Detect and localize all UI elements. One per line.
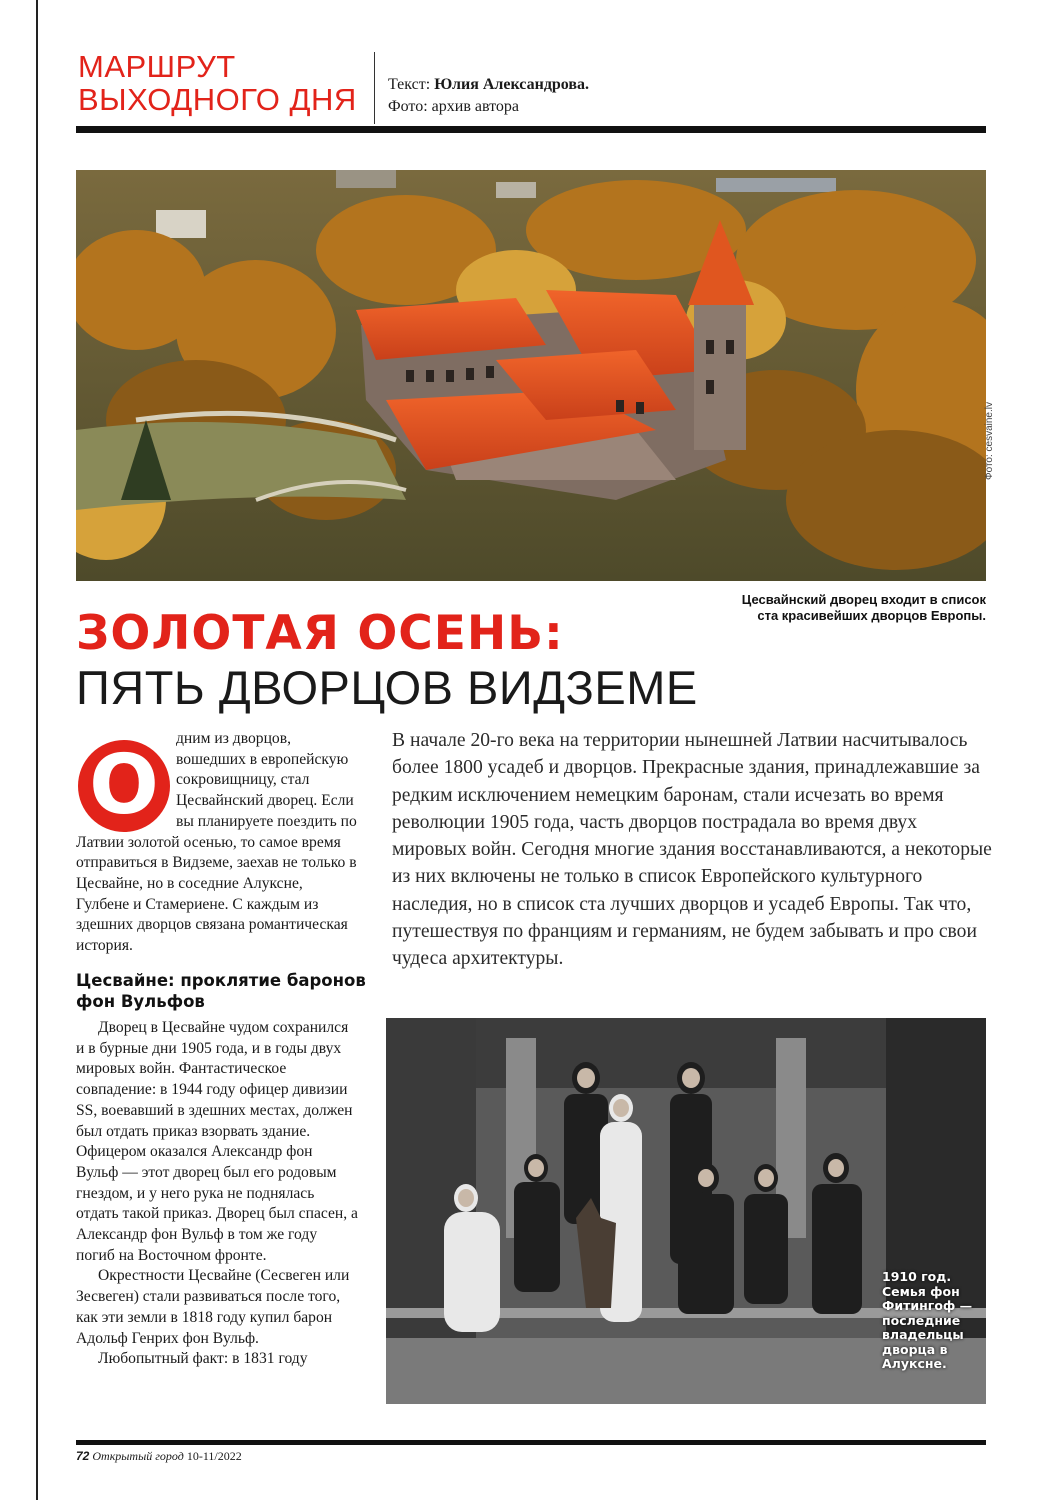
dropcap [78, 740, 170, 832]
headline-red: ЗОЛОТАЯ ОСЕНЬ: [76, 606, 564, 661]
lead-text: дним из дворцов, вошедших в европейскую сокровищницу, стал Цесвайнский дворец. Если вы планируете поездить по Латвии золотой осенью, то самое время отправиться в Видземе, заехав не только в Цесвайне, но в соседние Алуксне, Гулбене и Стамериене. С каждым из здешних дворцов связана романтическая история. [76, 730, 357, 955]
author-name: Юлия Александрова. [434, 76, 590, 93]
dropcap-letter: О [89, 738, 159, 833]
body-paragraph: Дворец в Цесвайне чудом сохранился и в бурные дни 1905 года, и в годы двух мировых войн. Фантастическое совпадение: в 1944 году офицер дивизии SS, воевавший в здешних местах, должен был отдать приказ взорвать здание. Офицером оказался Александр фон Вульф — этот дворец был его родовым гнездом, и у него рука не поднялась отдать такой приказ. Дворец был спасен, а Александр фон Вульф в том же году погиб на Восточном фронте. [76, 1019, 358, 1264]
page-number: 72 [76, 1449, 90, 1463]
photo-credit-vertical: Фото: cesvaine.lv [984, 402, 995, 480]
body-paragraph: Окрестности Цесвайне (Сесвеген или Зесвеген) стали развиваться после того, как эти земли в 1818 году купил барон Адольф Генрих фон Вульф. [76, 1267, 350, 1347]
intro-paragraph: В начале 20-го века на территории нынешней Латвии насчитывалось более 1800 усадеб и дворцов. Прекрасные здания, принадлежавшие за редким исключением немецким баронам, стали исчезать во время революции 1905 года, часть дворцов пострадала во время двух мировых войн. Сегодня многие здания восстанавливаются, а некоторые из них включены не только в список Европейского культурного наследия, но в список ста лучших дворцов и усадеб Европы. Так что, путешествуя по франциям и германиям, не будем забывать и про свои чудеса архитектуры. [392, 730, 992, 970]
castle-photo [76, 170, 986, 581]
family-photo-caption: 1910 год. Семья фон Фитингоф — последние владельцы дворца в Алуксне. [882, 1269, 973, 1371]
bottom-rule [76, 1440, 986, 1445]
page-footer [76, 1449, 242, 1464]
magazine-name: Открытый город [92, 1449, 184, 1463]
section-title [78, 50, 368, 116]
photo-credit-line: Фото: архив автора [388, 98, 520, 115]
section-body [76, 1018, 358, 1370]
body-paragraph: Любопытный факт: в 1831 году [98, 1350, 308, 1368]
section-title-line1: МАРШРУТ [78, 49, 236, 84]
text-label: Текст: [388, 76, 435, 93]
top-rule [76, 126, 986, 133]
left-margin-rule [36, 0, 38, 1500]
section-title-line2: ВЫХОДНОГО ДНЯ [78, 82, 357, 117]
issue-number: 10-11/2022 [186, 1449, 242, 1463]
byline [388, 74, 589, 118]
section-heading: Цесвайне: проклятие баронов фон Вульфов [76, 971, 366, 1011]
castle-caption: Цесвайнский дворец входит в список ста красивейших дворцов Европы. [741, 592, 986, 623]
header-separator [374, 52, 375, 124]
headline-black: ПЯТЬ ДВОРЦОВ ВИДЗЕМЕ [76, 661, 698, 714]
castle-illustration [76, 170, 986, 581]
